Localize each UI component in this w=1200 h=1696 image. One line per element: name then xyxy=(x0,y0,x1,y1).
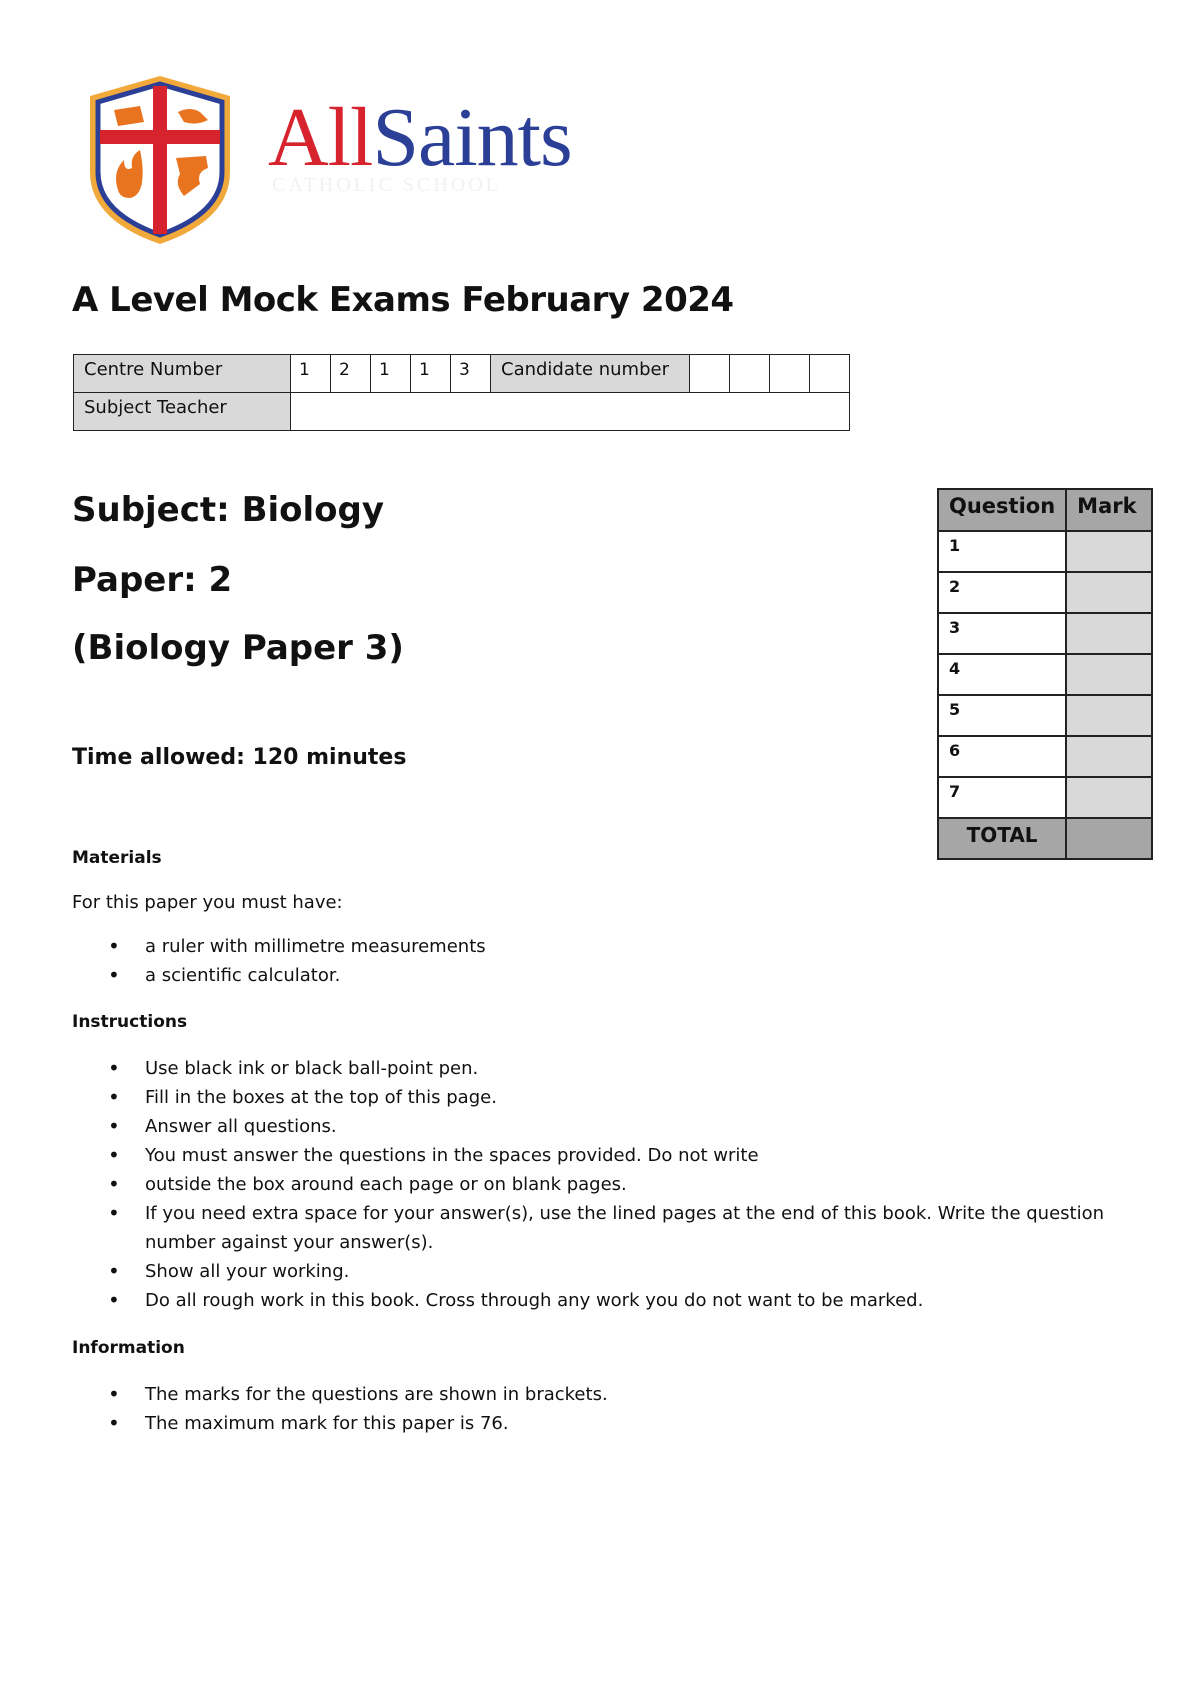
list-item: • a ruler with millimetre measurements xyxy=(72,932,1132,961)
list-item: • Do all rough work in this book. Cross through any work you do not want to be marked. xyxy=(72,1286,1132,1315)
question-number: 5 xyxy=(938,695,1066,736)
list-item: • outside the box around each page or on blank pages. xyxy=(72,1170,1132,1199)
wordmark-saints: Saints xyxy=(372,91,572,184)
mark-column-header: Mark xyxy=(1066,489,1152,531)
centre-digit: 3 xyxy=(451,355,491,393)
mark-table-row xyxy=(938,736,1152,777)
centre-digit: 2 xyxy=(331,355,371,393)
question-number: 1 xyxy=(938,531,1066,572)
total-mark-cell[interactable] xyxy=(1066,818,1152,859)
mark-table-row xyxy=(938,777,1152,818)
centre-digit: 1 xyxy=(411,355,451,393)
mark-table-row xyxy=(938,531,1152,572)
paper-alt-heading: (Biology Paper 3) xyxy=(72,628,404,668)
list-item: • Use black ink or black ball-point pen. xyxy=(72,1054,1132,1083)
mark-table-row xyxy=(938,572,1152,613)
total-label: TOTAL xyxy=(938,818,1066,859)
centre-number-label: Centre Number xyxy=(74,355,291,393)
page-title: A Level Mock Exams February 2024 xyxy=(72,280,734,320)
materials-intro: For this paper you must have: xyxy=(72,892,343,913)
mark-table-total-row xyxy=(938,818,1152,859)
subject-teacher-field[interactable] xyxy=(291,393,850,431)
mark-cell[interactable] xyxy=(1066,531,1152,572)
candidate-number-box[interactable] xyxy=(690,355,730,393)
information-list xyxy=(72,1380,1132,1438)
mark-cell[interactable] xyxy=(1066,695,1152,736)
centre-digit: 1 xyxy=(291,355,331,393)
time-allowed: Time allowed: 120 minutes xyxy=(72,745,407,770)
list-item: • a scientific calculator. xyxy=(72,961,1132,990)
question-number: 2 xyxy=(938,572,1066,613)
candidate-number-label: Candidate number xyxy=(491,355,690,393)
list-item: • You must answer the questions in the spaces provided. Do not write xyxy=(72,1141,1132,1170)
list-item: • Show all your working. xyxy=(72,1257,1132,1286)
mark-cell[interactable] xyxy=(1066,572,1152,613)
question-number: 3 xyxy=(938,613,1066,654)
list-item: • If you need extra space for your answer(s), use the lined pages at the end of this book. Write the question number against your answer(s). xyxy=(72,1199,1105,1257)
candidate-number-box[interactable] xyxy=(770,355,810,393)
paper-heading: Paper: 2 xyxy=(72,560,233,600)
subject-teacher-label: Subject Teacher xyxy=(74,393,291,431)
candidate-number-box[interactable] xyxy=(810,355,850,393)
list-item: • The marks for the questions are shown in brackets. xyxy=(72,1380,1132,1409)
school-wordmark xyxy=(268,88,588,198)
mark-table-row xyxy=(938,613,1152,654)
mark-cell[interactable] xyxy=(1066,654,1152,695)
mark-cell[interactable] xyxy=(1066,613,1152,654)
question-number: 6 xyxy=(938,736,1066,777)
list-item: • Fill in the boxes at the top of this page. xyxy=(72,1083,1132,1112)
teacher-row xyxy=(74,393,850,431)
subject-heading: Subject: Biology xyxy=(72,490,385,530)
instructions-heading: Instructions xyxy=(72,1012,188,1032)
question-column-header: Question xyxy=(938,489,1066,531)
centre-digit: 1 xyxy=(371,355,411,393)
list-item: • The maximum mark for this paper is 76. xyxy=(72,1409,1132,1438)
question-number: 7 xyxy=(938,777,1066,818)
wordmark-all: All xyxy=(268,91,373,184)
mark-table-header xyxy=(938,489,1152,531)
question-number: 4 xyxy=(938,654,1066,695)
mark-table-row xyxy=(938,695,1152,736)
mark-cell[interactable] xyxy=(1066,736,1152,777)
materials-list xyxy=(72,932,1132,990)
mark-table xyxy=(937,488,1153,860)
list-item: • Answer all questions. xyxy=(72,1112,1132,1141)
mark-table-row xyxy=(938,654,1152,695)
materials-heading: Materials xyxy=(72,848,162,868)
school-crest-logo xyxy=(84,72,236,248)
mark-cell[interactable] xyxy=(1066,777,1152,818)
candidate-details-table xyxy=(73,354,850,431)
information-heading: Information xyxy=(72,1338,185,1358)
wordmark-subtitle: CATHOLIC SCHOOL xyxy=(272,174,501,196)
candidate-number-box[interactable] xyxy=(730,355,770,393)
instructions-list xyxy=(72,1054,1132,1315)
centre-row xyxy=(74,355,850,393)
